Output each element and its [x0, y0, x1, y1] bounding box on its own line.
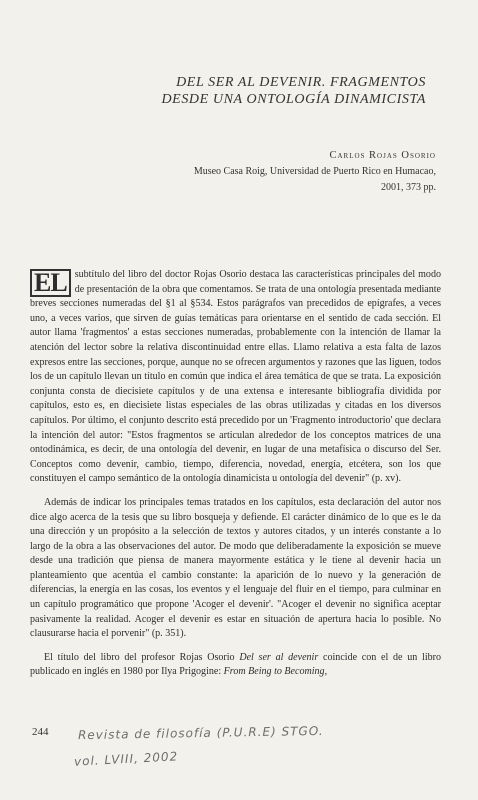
page-number: 244 — [32, 726, 49, 738]
handwritten-line-2: vol. LVIII, 2002 — [73, 749, 179, 769]
handwritten-line-1: Revista de filosofía (P.U.R.E) STGO. — [77, 723, 324, 743]
reviewer-name: Carlos Rojas Osorio — [329, 150, 436, 161]
paragraph-3-english-title: From Being to Becoming, — [223, 666, 328, 678]
paragraph-2: Además de indicar los principales temas tratados en los capítulos, esta declaración del autor nos dice algo acerca de la tesis que su libro bosqueja y defiende. El carácter dinámico de lo que es le da una dirección y un propósito a la selección de textos y autores citados, y un interés constante a lo largo de la obra a las observaciones del autor. De modo que deliberadamente la exposición se mueve desde una tradición que piensa de manera mayormente estática y le tiene al devenir hacia un planteamiento que acentúa el cambio constante: la aparición de lo nuevo y la generación de diferencias, la energía en las cosas, los eventos y el lenguaje del fluir en el tiempo, para culminar en un capítulo programático que propone 'Acoger el devenir'. "Acoger el devenir no significa aceptar pasivamente la realidad. Acoger el devenir es estar en situación de apertura hacia lo posible. No clausurarse hacia el porvenir" (p. 351). — [30, 496, 441, 640]
paragraph-3 — [30, 651, 441, 680]
publication-details: 2001, 373 pp. — [381, 182, 436, 193]
byline — [76, 148, 436, 196]
paragraph-1 — [30, 268, 441, 487]
review-title — [0, 74, 426, 108]
title-line-1: DEL SER AL DEVENIR. FRAGMENTOS — [176, 75, 426, 90]
drop-cap: EL — [30, 269, 71, 297]
handwritten-annotation — [74, 722, 404, 782]
review-body — [30, 268, 441, 680]
title-line-2: DESDE UNA ONTOLOGÍA DINAMICISTA — [161, 92, 426, 107]
paragraph-3-text-a: El título del libro del profesor Rojas Osorio — [44, 651, 235, 663]
paragraph-1-text: subtítulo del libro del doctor Rojas Osorio destaca las características principales del modo de presentación de la obra que comentamos. Se trata de una ontología presentada mediante breves secciones numeradas del §1 al §534. Estos parágrafos van precedidos de epígrafes, a veces uno, a veces varios, que sirven de guías temáticas para orientarse en el sentido de cada sección. El autor llama 'fragmentos' a estas secciones numeradas, probablemente con la intención de llamar la atención del lector sobre la relativa discontinuidad entre ellas. Llamo relativa a esta falta de lazos expresos entre las secciones, porque, aunque no se ofrecen argumentos y razones que las liguen, todos los de un capítulo llevan un título en común que indica el área temática de que se trata. La exposición conjunta consta de diecisiete capítulos y de una extensa e interesante bibliografía dividida por capítulos, esto es, en diecisiete listas especiales de las obras utilizadas y citadas en los diversos capítulos. Por último, el conjunto descrito está precedido por un 'Fragmento introductorio' que declara la intención del autor: "Estos fragmentos se articulan alrededor de los conceptos matrices de una ontodinámica, es decir, de una ontología del devenir, en lugar de una metafísica o discurso del Ser. Conceptos como devenir, cambio, tiempo, diferencia, novedad, energía, etcétera, son los que constituyen el campo semántico de la ontología dinamicista u ontología del devenir" (p. xv). — [30, 269, 441, 485]
publisher-info: Museo Casa Roig, Universidad de Puerto Rico en Humacao, — [193, 166, 436, 177]
paragraph-3-book-title: Del ser al devenir — [239, 651, 319, 663]
paragraph-3-text-b: coincide con el de un libro publicado en inglés en 1980 por Ilya Prigogine: — [30, 651, 442, 678]
